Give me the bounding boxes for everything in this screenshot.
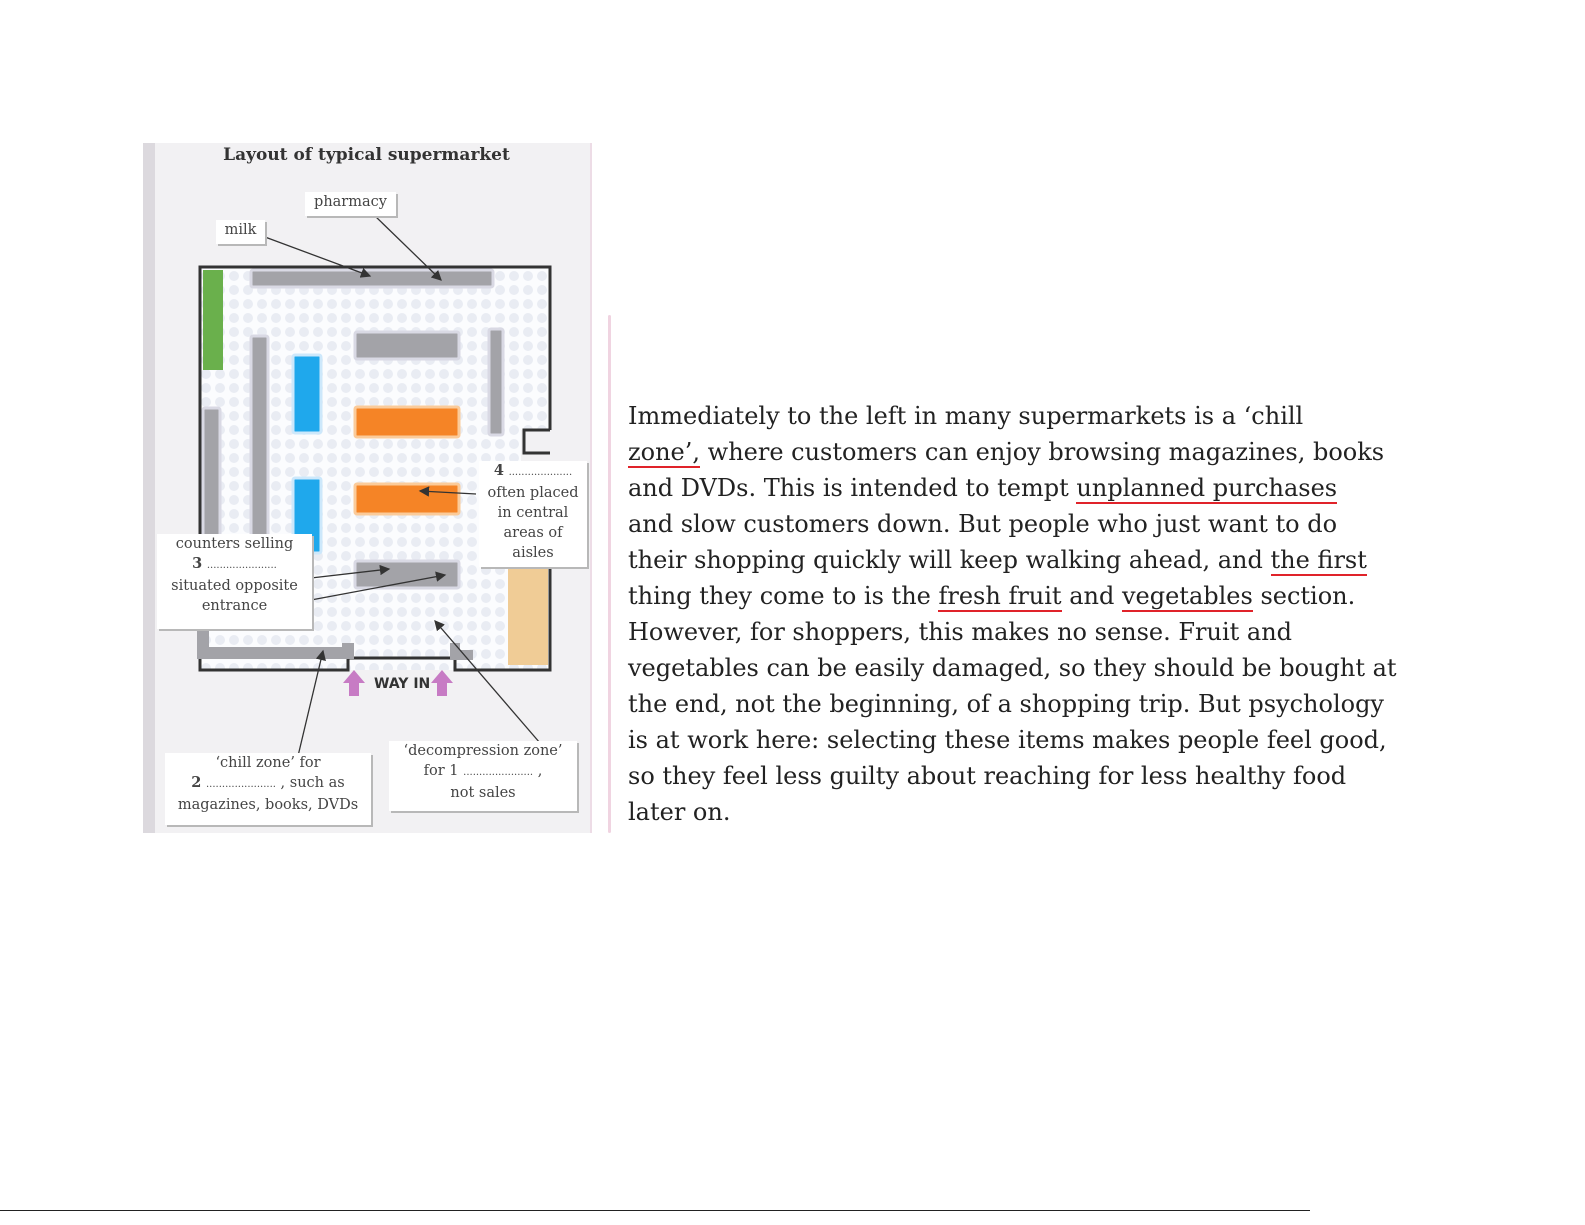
passage-text: later on. xyxy=(628,798,731,826)
passage-text: so they feel less guilty about reaching for less healthy food xyxy=(628,762,1347,790)
way-in-arrow-right xyxy=(431,670,453,696)
label-counters-number-line: 3 ...................... xyxy=(192,555,277,572)
underlined-phrase: vegetables xyxy=(1121,582,1253,610)
passage-line xyxy=(628,506,1388,542)
passage-text: and xyxy=(1061,582,1122,610)
passage-text: thing they come to is the xyxy=(628,582,939,610)
passage-text: their shopping quickly will keep walking ahead, and xyxy=(628,546,1271,574)
label-chill-zone: ‘chill zone’ for 2 ...................... , such as magazines, books, DVDs xyxy=(165,753,371,825)
label-chill-number-line: 2 ...................... , such as xyxy=(191,774,345,791)
passage-line xyxy=(628,686,1388,722)
label-milk: milk xyxy=(216,220,265,244)
blue-shelf-upper xyxy=(293,355,321,433)
green-shelf xyxy=(203,270,223,370)
passage-text: section. xyxy=(1252,582,1356,610)
counter-shelf xyxy=(355,561,459,588)
passage-text: and DVDs. This is intended to tempt xyxy=(628,474,1077,502)
orange-shelf-lower xyxy=(355,484,459,514)
label-central-number-line: 4 .................... xyxy=(493,462,573,479)
passage-line xyxy=(628,470,1388,506)
way-in-label: WAY IN xyxy=(374,676,431,692)
underlined-phrase: the first xyxy=(1270,546,1367,574)
label-pharmacy: pharmacy xyxy=(305,192,396,216)
way-in-arrow-left xyxy=(343,670,365,696)
passage-frame-edge xyxy=(608,315,611,833)
passage-text: Immediately to the left in many supermarkets is a ‘chill xyxy=(628,402,1304,430)
shelf-right xyxy=(489,329,503,435)
passage-line xyxy=(628,758,1388,794)
passage-line xyxy=(628,434,1388,470)
passage-line xyxy=(628,794,1388,830)
orange-shelf-upper xyxy=(355,407,459,437)
shelf-left-upper xyxy=(251,336,268,546)
diagram-panel xyxy=(143,143,592,833)
passage-text: However, for shoppers, this makes no sense. Fruit and xyxy=(628,618,1293,646)
shelf-left-lower xyxy=(203,408,220,543)
underlined-phrase: fresh fruit xyxy=(938,582,1062,610)
shelf-center-top xyxy=(355,332,459,359)
passage-text: and slow customers down. But people who just want to do xyxy=(628,510,1338,538)
passage-text: the end, not the beginning, of a shopping trip. But psychology xyxy=(628,690,1384,718)
label-decompression-number-line: for 1 ...................... , xyxy=(423,763,543,779)
passage-line xyxy=(628,722,1388,758)
shelf-top xyxy=(251,270,493,287)
passage-text: where customers can enjoy browsing magazines, books xyxy=(700,438,1385,466)
passage-line xyxy=(628,398,1388,434)
page-bottom-rule xyxy=(0,1210,1310,1211)
passage-line xyxy=(628,650,1397,686)
diagram-title: Layout of typical supermarket xyxy=(223,145,510,165)
passage-text: is at work here: selecting these items makes people feel good, xyxy=(628,726,1387,754)
tan-shelf xyxy=(508,558,548,665)
underlined-phrase: unplanned purchases xyxy=(1076,474,1338,502)
passage-text: vegetables can be easily damaged, so they should be bought at xyxy=(628,654,1397,682)
underlined-phrase: zone’, xyxy=(628,438,701,466)
label-central: 4 .................... often placed in central areas of aisles xyxy=(479,461,587,567)
reading-passage xyxy=(628,398,1397,830)
passage-line xyxy=(628,542,1388,578)
label-decompression-zone: ‘decompression zone’ for 1 ...................... , not sales xyxy=(389,741,577,811)
label-counters: counters selling 3 ...................... situated opposite entrance xyxy=(157,534,312,629)
passage-line xyxy=(628,614,1388,650)
passage-line xyxy=(628,578,1388,614)
